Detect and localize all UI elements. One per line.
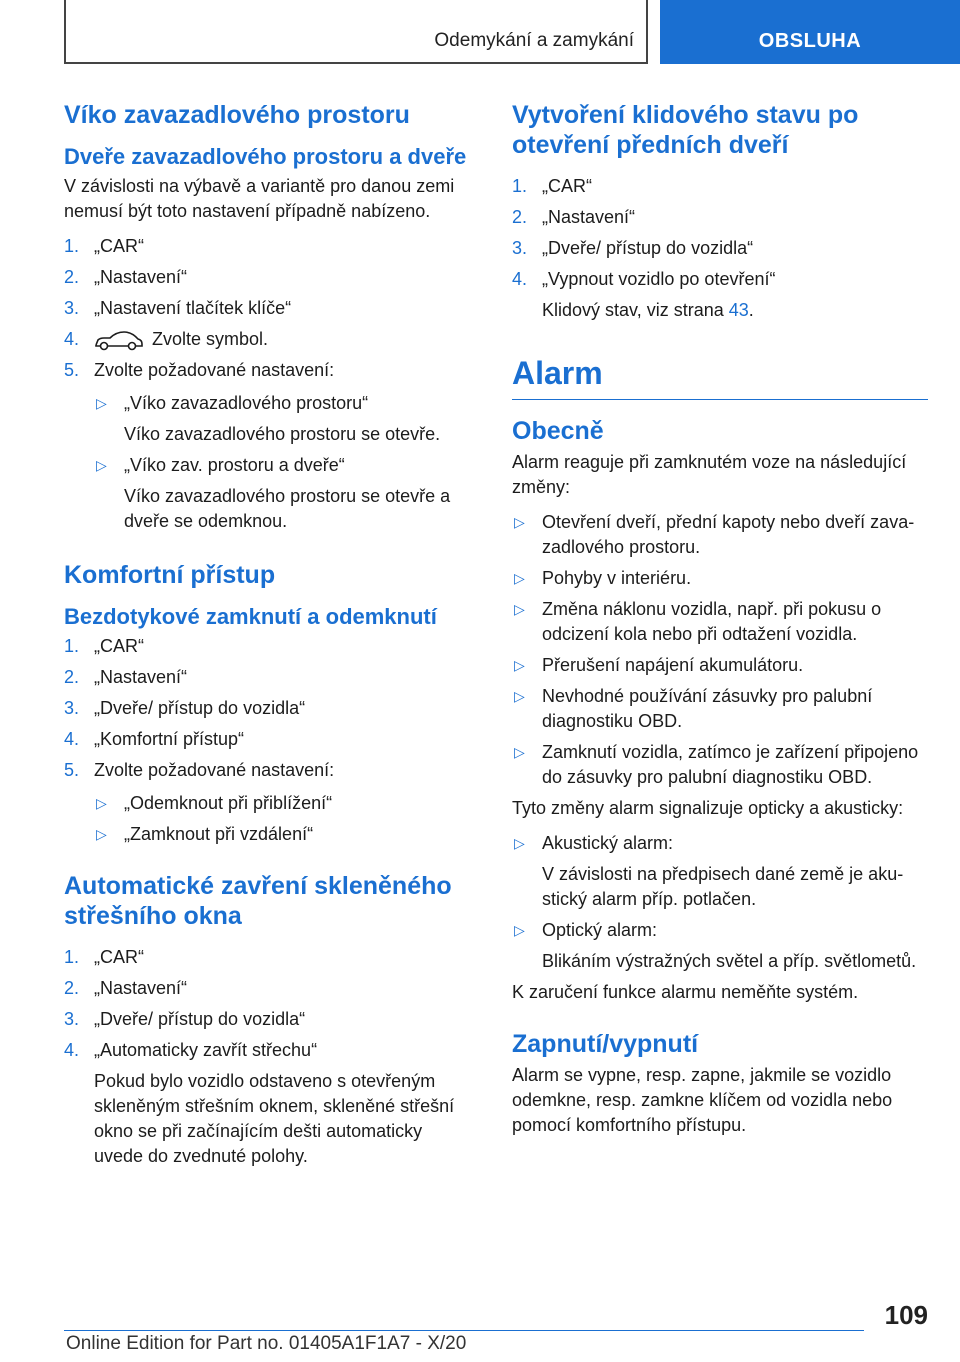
paragraph-general: Alarm reaguje při zamknutém voze na následující změny: bbox=[512, 452, 907, 497]
list-item: 3. „Dveře/ přístup do vozidla“ bbox=[64, 698, 306, 718]
list-item: ▷ Přerušení napájení akumulátoru. bbox=[512, 653, 928, 678]
triangle-bullet-icon: ▷ bbox=[514, 835, 525, 851]
options-list-2 bbox=[94, 791, 474, 847]
paragraph-guarantee: K zaručení funkce alarmu neměňte systém. bbox=[512, 982, 859, 1002]
page-link[interactable]: 43 bbox=[728, 300, 749, 320]
triangle-bullet-icon: ▷ bbox=[514, 657, 525, 673]
triangle-bullet-icon: ▷ bbox=[96, 395, 107, 411]
heading-general: Obecně bbox=[512, 417, 604, 445]
car-icon bbox=[94, 329, 144, 351]
list-item: ▷ „Víko zavazadlového prostoru“ Víko zavazadlového prostoru se otevře. bbox=[96, 393, 441, 444]
triangle-bullet-icon: ▷ bbox=[514, 744, 525, 760]
list-item: 4. „Vypnout vozidlo po otevření“ Klidový stav, viz strana 43. bbox=[512, 269, 776, 320]
signal-list bbox=[512, 831, 928, 974]
list-item: ▷ Akustický alarm: V závislosti na předpisech dané země je akustický alarm příp. potlačen. bbox=[514, 833, 904, 909]
triangle-bullet-icon: ▷ bbox=[514, 688, 525, 704]
list-item: 1. „CAR“ bbox=[64, 947, 144, 967]
list-item: 5. Zvolte požadované nastavení: bbox=[64, 360, 335, 380]
list-item: ▷ Optický alarm: Blikáním výstražných světel a příp. světlometů. bbox=[514, 920, 917, 971]
list-item: 4. Zvolte symbol. bbox=[64, 327, 474, 352]
heading-rest-state: Vytvoření klidového stavu po otevření předních dveří bbox=[512, 101, 859, 159]
steps-list-4 bbox=[512, 174, 928, 323]
left-column bbox=[64, 100, 474, 1177]
list-item: 2. „Nastavení“ bbox=[64, 667, 188, 687]
heading-trunk-lid: Víko zavazadlového prostoru bbox=[64, 101, 410, 129]
list-item: 4. „Komfortní přístup“ bbox=[64, 729, 245, 749]
header-tab: OBSLUHA bbox=[660, 0, 960, 64]
header-box bbox=[64, 0, 648, 64]
heading-keyless: Bezdotykové zamknutí a odemknutí bbox=[64, 604, 437, 629]
heading-on-off: Zapnutí/vypnutí bbox=[512, 1030, 699, 1058]
footer-divider bbox=[64, 1330, 864, 1331]
triangle-bullet-icon: ▷ bbox=[514, 601, 525, 617]
list-item: ▷ Pohyby v interiéru. bbox=[512, 566, 928, 591]
list-item: ▷ Nevhodné používání zásuvky pro palubní diagnostiku OBD. bbox=[514, 686, 873, 731]
options-list-1 bbox=[94, 391, 474, 534]
page-number: 109 bbox=[884, 1300, 928, 1330]
header-title: Odemykání a zamykání bbox=[434, 30, 634, 51]
triangle-bullet-icon: ▷ bbox=[514, 514, 525, 530]
alarm-triggers-list bbox=[512, 510, 928, 790]
list-item: ▷ Otevření dveří, přední kapoty nebo dveří zavazadlového prostoru. bbox=[514, 512, 915, 557]
list-item: 3. „Nastavení tlačítek klíče“ bbox=[64, 298, 292, 318]
heading-comfort-access: Komfortní přístup bbox=[64, 561, 276, 589]
list-item: ▷ Zamknutí vozidla, zatímco je zařízení připojeno do zásuvky pro palubní diagnostiku OBD. bbox=[514, 742, 919, 787]
steps-list-2 bbox=[64, 634, 474, 783]
heading-trunk-doors: Dveře zavazadlového prostoru a dveře bbox=[64, 144, 467, 169]
list-item: 1. „CAR“ bbox=[512, 176, 592, 196]
list-item: ▷ „Odemknout při přiblížení“ bbox=[94, 791, 474, 816]
triangle-bullet-icon: ▷ bbox=[96, 795, 107, 811]
list-item: 3. „Dveře/ přístup do vozidla“ bbox=[512, 238, 754, 258]
heading-auto-roof: Automatické zavření skleněného střešního okna bbox=[64, 872, 452, 930]
list-item: 4. „Automaticky zavřít střechu“ Pokud bylo vozidlo odstaveno s otevřeným skleněným střešním oknem, skleněné střešní okno se při začínajícím dešti automaticky uvede do zvednuté polohy. bbox=[64, 1040, 455, 1166]
triangle-bullet-icon: ▷ bbox=[514, 570, 525, 586]
list-item: 2. „Nastavení“ bbox=[512, 207, 636, 227]
triangle-bullet-icon: ▷ bbox=[96, 826, 107, 842]
list-item: 1. „CAR“ bbox=[64, 236, 144, 256]
list-item: 5. Zvolte požadované nastavení: bbox=[64, 760, 335, 780]
steps-list-3 bbox=[64, 945, 474, 1169]
list-item: 3. „Dveře/ přístup do vozidla“ bbox=[64, 1009, 306, 1029]
paragraph-on-off: Alarm se vypne, resp. zapne, jakmile se vozidlo odemkne, resp. zamkne klíčem od vozidla nebo pomocí komfortního přístupu. bbox=[512, 1065, 893, 1135]
steps-list-1 bbox=[64, 234, 474, 383]
list-item: 1. „CAR“ bbox=[64, 636, 144, 656]
divider bbox=[512, 399, 928, 400]
triangle-bullet-icon: ▷ bbox=[514, 922, 525, 938]
list-item: ▷ „Zamknout při vzdálení“ bbox=[94, 822, 474, 847]
list-item: 2. „Nastavení“ bbox=[64, 267, 188, 287]
list-item: ▷ Změna náklonu vozidla, např. při pokusu o odcizení kola nebo při odtažení vozidla. bbox=[514, 599, 882, 644]
heading-alarm: Alarm bbox=[512, 355, 603, 391]
list-item: ▷ „Víko zav. prostoru a dveře“ Víko zavazadlového prostoru se otevře a dveře se odemknou. bbox=[96, 455, 451, 531]
paragraph-trunk-doors: V závislosti na výbavě a variantě pro danou zemi nemusí být toto nastavení případně nabízeno. bbox=[64, 176, 455, 221]
list-item: 2. „Nastavení“ bbox=[64, 978, 188, 998]
triangle-bullet-icon: ▷ bbox=[96, 457, 107, 473]
right-column bbox=[512, 100, 928, 1148]
paragraph-signal: Tyto změny alarm signalizuje opticky a akusticky: bbox=[512, 798, 904, 818]
footer-edition: Online Edition for Part no. 01405A1F1A7 - X/20 bbox=[66, 1333, 467, 1354]
